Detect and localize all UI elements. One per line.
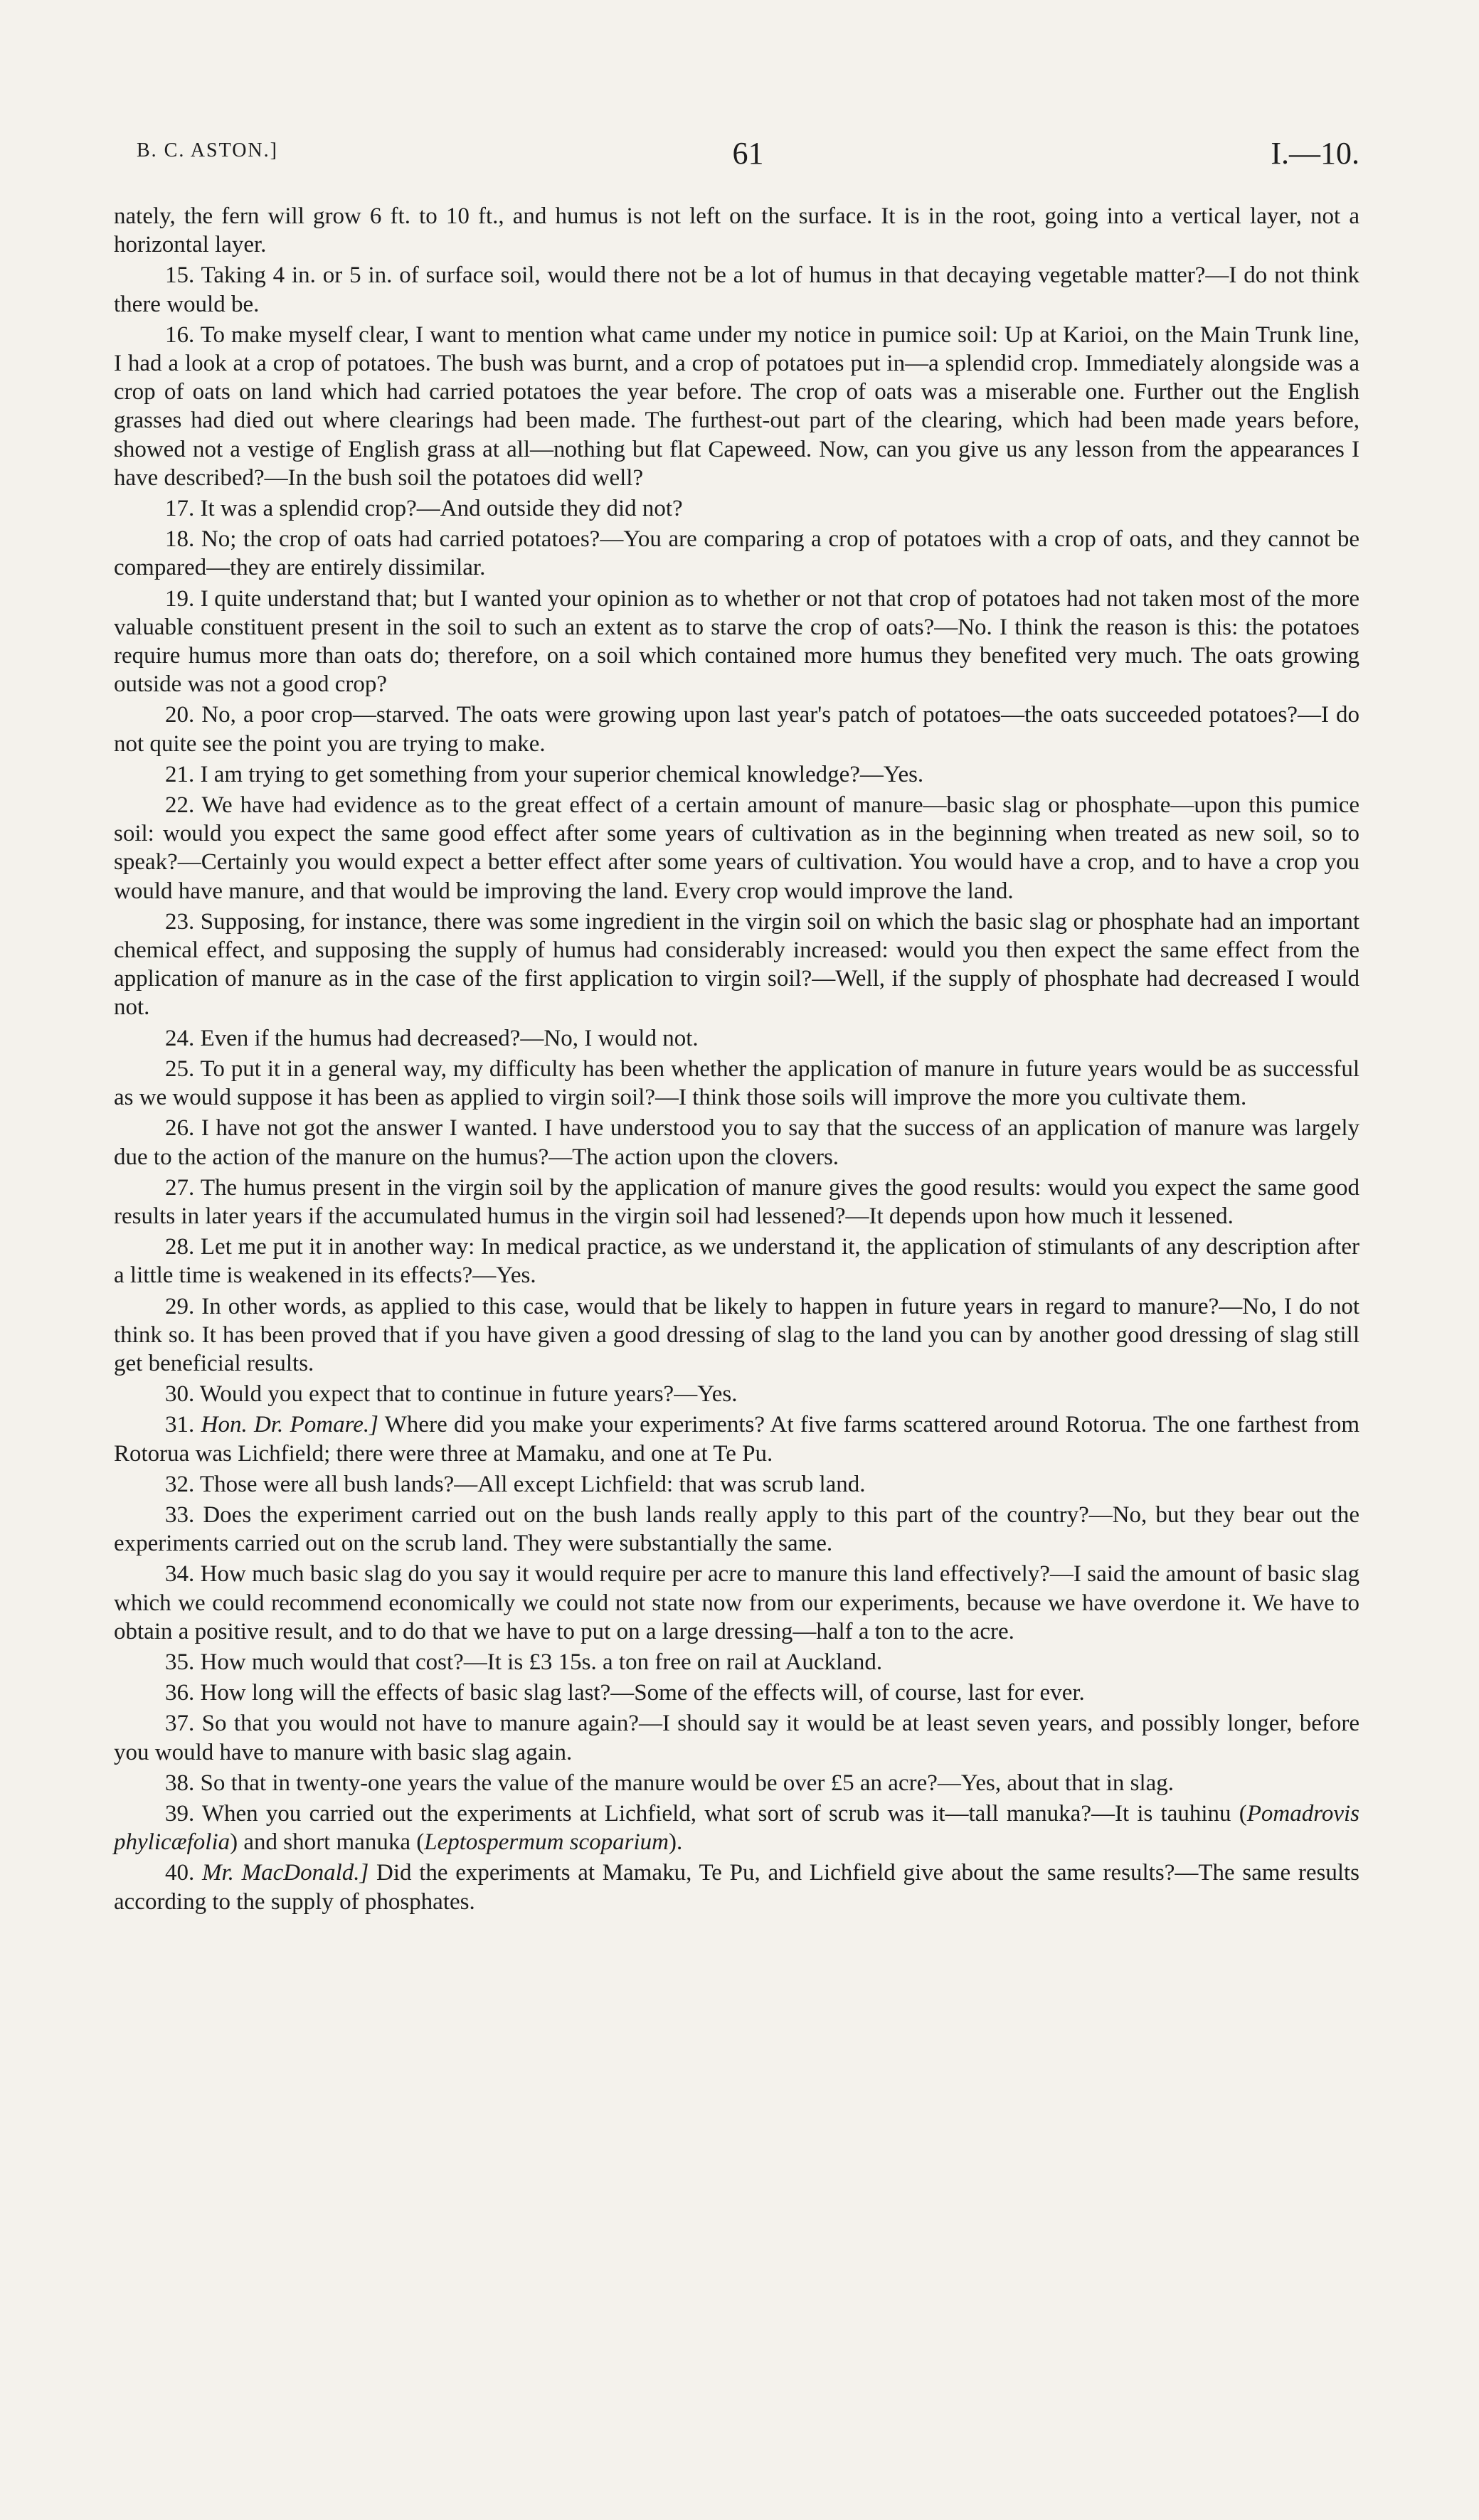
question-text: How much basic slag do you say it would require per acre to manure this land effectively?—I said the amount of basic slag which we could recommend economically we could not state now from our experiments, because we have overdone it. We have to obtain a positive result, and to do that we have to put on a large dressing—half a ton to the acre.	[114, 1561, 1360, 1644]
question-number: 30.	[165, 1381, 195, 1408]
question-40	[114, 1859, 1359, 1915]
question-text: Would you expect that to continue in future years?—Yes.	[199, 1381, 738, 1408]
question-text: ).	[669, 1829, 683, 1856]
question-text: No; the crop of oats had carried potatoes?—You are comparing a crop of potatoes with a crop of oats, and they cannot be compared—they are entirely dissimilar.	[114, 526, 1359, 581]
question-15	[114, 261, 1359, 318]
question-27	[114, 1174, 1359, 1230]
question-19	[114, 585, 1359, 699]
question-text: So that you would not have to manure again?—I should say it would be at least seven years, and possibly longer, before you would have to manure with basic slag again.	[114, 1711, 1359, 1765]
speaker-name: Hon. Dr. Pomare.]	[201, 1412, 379, 1438]
question-number: 20.	[165, 702, 195, 728]
question-text: Let me put it in another way: In medical practice, as we understand it, the application of stimulants of any description after a little time is weakened in its effects?—Yes.	[114, 1234, 1360, 1289]
question-29	[114, 1292, 1359, 1378]
question-25	[114, 1055, 1359, 1112]
question-31	[114, 1410, 1359, 1467]
question-number: 29.	[165, 1293, 195, 1319]
question-34	[114, 1560, 1359, 1646]
question-16	[114, 321, 1359, 492]
question-number: 26.	[165, 1115, 195, 1142]
question-text: No, a poor crop—starved. The oats were growing upon last year's patch of potatoes—the oats succeeded potatoes?—I do not quite see the point you are trying to make.	[114, 702, 1360, 757]
question-text: When you carried out the experiments at Lichfield, what sort of scrub was it—tall manuka?—It is tauhinu (	[201, 1800, 1247, 1827]
minutes-of-evidence	[114, 202, 1359, 1918]
question-number: 24.	[165, 1025, 195, 1051]
question-text: Where did you make your experiments? At five farms scattered around Rotorua. The one farthest from Rotorua was Lichfield; there were three at Mamaku, and one at Te Pu.	[114, 1412, 1360, 1467]
question-37	[114, 1709, 1359, 1766]
species-name: Leptospermum scoparium	[424, 1829, 669, 1856]
question-number: 27.	[165, 1174, 195, 1201]
question-text: How long will the effects of basic slag last?—Some of the effects will, of course, last for ever.	[200, 1680, 1085, 1706]
page-header	[137, 135, 1359, 178]
question-text: So that in twenty-one years the value of the manure would be over £5 an acre?—Yes, about that in slag.	[200, 1770, 1175, 1796]
question-number: 35.	[165, 1649, 195, 1675]
document-reference: I.—10.	[1271, 136, 1359, 171]
speaker-name: Mr. MacDonald.]	[201, 1860, 369, 1886]
question-22	[114, 791, 1359, 905]
question-number: 17.	[165, 496, 195, 522]
question-17	[114, 494, 1359, 523]
question-number: 23.	[165, 908, 195, 935]
question-number: 37.	[165, 1711, 195, 1737]
question-text: In other words, as applied to this case, would that be likely to happen in future years in regard to manure?—No, I do not think so. It has been proved that if you have given a good dressing of slag to the land you can by another good dressing of slag still get beneficial results.	[114, 1293, 1359, 1376]
question-28	[114, 1233, 1359, 1290]
question-text: Supposing, for instance, there was some ingredient in the virgin soil on which the basic slag or phosphate had an important chemical effect, and supposing the supply of humus had considerably increased: would you then expect the same effect from the application of manure as in the case of the first application to virgin soil?—Well, if the supply of phosphate had decreased I would not.	[114, 908, 1359, 1021]
question-text: Taking 4 in. or 5 in. of surface soil, would there not be a lot of humus in that decaying vegetable matter?—I do not think there would be.	[114, 262, 1359, 317]
question-number: 18.	[165, 526, 195, 553]
question-26	[114, 1114, 1359, 1171]
question-number: 21.	[165, 761, 195, 787]
question-text: ) and short manuka (	[230, 1829, 425, 1856]
question-number: 40.	[165, 1860, 195, 1886]
question-number: 32.	[165, 1471, 195, 1497]
question-text: I am trying to get something from your superior chemical knowledge?—Yes.	[200, 761, 924, 787]
question-text: To put it in a general way, my difficulty has been whether the application of manure in future years would be as successful as we would suppose it has been as applied to virgin soil?—I think those soils will improve the more you cultivate them.	[114, 1056, 1359, 1111]
question-number: 31.	[165, 1412, 195, 1438]
question-38	[114, 1769, 1359, 1797]
question-text: It was a splendid crop?—And outside they did not?	[200, 496, 683, 522]
question-text: Did the experiments at Mamaku, Te Pu, and Lichfield give about the same results?—The same results according to the supply of phosphates.	[114, 1860, 1360, 1915]
question-number: 39.	[165, 1800, 195, 1827]
question-text: To make myself clear, I want to mention what came under my notice in pumice soil: Up at Karioi, on the Main Trunk line, I had a look at a crop of potatoes. The bush was burnt, and a crop of potatoes put in—a splendid crop. Immediately alongside was a crop of oats on land which had carried potatoes the year before. The crop of oats was a miserable one. Further out the English grasses had died out where clearings had been made. The furthest-out part of the clearing, which had been made years before, showed not a vestige of English grass at all—nothing but flat Capeweed. Now, can you give us any lesson from the appearances I have described?—In the bush soil the potatoes did well?	[114, 321, 1359, 491]
question-number: 33.	[165, 1501, 195, 1528]
header-witness-name: B. C. ASTON.]	[137, 139, 278, 161]
page-number: 61	[732, 136, 764, 171]
species-name: Pomadrovis phylicæfolia	[114, 1800, 1359, 1856]
question-32	[114, 1470, 1359, 1499]
question-30	[114, 1380, 1359, 1408]
question-text: How much would that cost?—It is £3 15s. a ton free on rail at Auckland.	[200, 1649, 883, 1675]
question-text: The humus present in the virgin soil by the application of manure gives the good results: would you expect the same good results in later years if the accumulated humus in the virgin soil had lessened?—It depends upon how much it lessened.	[114, 1174, 1360, 1229]
question-text: I quite understand that; but I wanted your opinion as to whether or not that crop of potatoes had not taken most of the more valuable constituent present in the soil to such an extent as to starve the crop of oats?—No. I think the reason is this: the potatoes require humus more than oats do; therefore, on a soil which contained more humus they benefited very much. The oats growing outside was not a good crop?	[114, 585, 1360, 698]
question-number: 16.	[165, 321, 195, 348]
question-text: Does the experiment carried out on the bush lands really apply to this part of the country?—No, but they bear out the experiments carried out on the scrub land. They were substantially the same.	[114, 1501, 1359, 1557]
question-number: 19.	[165, 585, 195, 612]
question-number: 25.	[165, 1056, 195, 1082]
question-23	[114, 908, 1359, 1022]
question-36	[114, 1679, 1359, 1707]
question-number: 34.	[165, 1561, 195, 1588]
question-number: 15.	[165, 262, 195, 289]
question-text: Even if the humus had decreased?—No, I would not.	[200, 1025, 699, 1051]
question-18	[114, 525, 1359, 582]
question-number: 38.	[165, 1770, 195, 1796]
question-text: We have had evidence as to the great effect of a certain amount of manure—basic slag or phosphate—upon this pumice soil: would you expect the same good effect after some years of cultivation as in the beginning when treated as new soil, so to speak?—Certainly you would expect a better effect after some years of cultivation. You would have a crop, and to have a crop you would have manure, and that would be improving the land. Every crop would improve the land.	[114, 792, 1359, 904]
question-39	[114, 1799, 1359, 1856]
question-21	[114, 760, 1359, 789]
paragraph-continuation: nately, the fern will grow 6 ft. to 10 ft., and humus is not left on the surface. It is in the root, going into a vertical layer, not a horizontal layer.	[114, 203, 1359, 258]
question-20	[114, 701, 1359, 757]
question-number: 22.	[165, 792, 195, 819]
question-text: Those were all bush lands?—All except Lichfield: that was scrub land.	[199, 1471, 866, 1497]
question-24	[114, 1024, 1359, 1053]
question-number: 36.	[165, 1680, 195, 1706]
question-33	[114, 1501, 1359, 1558]
question-text: I have not got the answer I wanted. I have understood you to say that the success of an application of manure was largely due to the action of the manure on the humus?—The action upon the clovers.	[114, 1115, 1360, 1170]
question-35	[114, 1648, 1359, 1676]
question-number: 28.	[165, 1234, 195, 1260]
